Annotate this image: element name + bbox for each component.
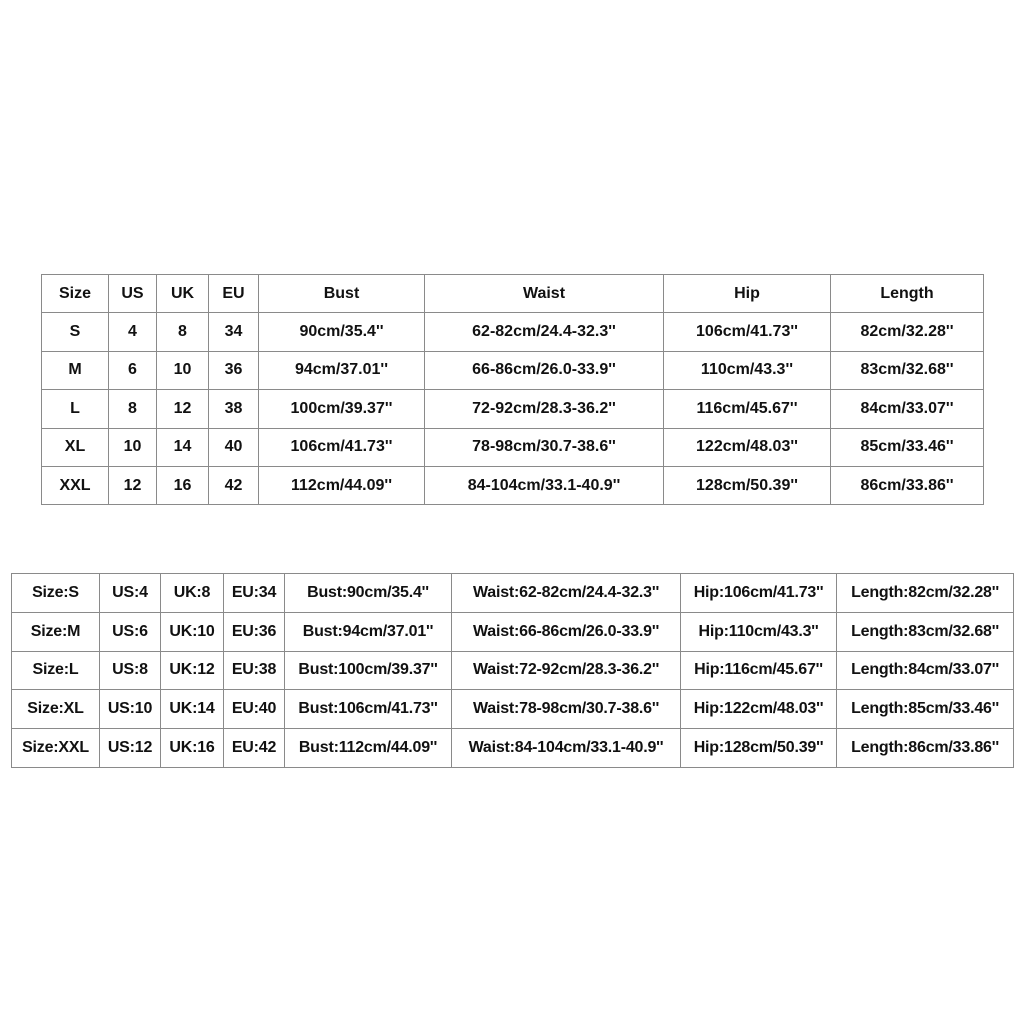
- table-cell: 83cm/32.68'': [831, 351, 984, 389]
- table-cell: EU:36: [224, 612, 285, 651]
- table-cell: 100cm/39.37'': [259, 390, 425, 428]
- table-cell: Bust:100cm/39.37'': [285, 651, 452, 690]
- table-cell: XL: [42, 428, 109, 466]
- table-cell: Length:82cm/32.28'': [837, 574, 1014, 613]
- table-cell: US:4: [100, 574, 161, 613]
- header-us: US: [109, 275, 157, 313]
- size-chart-labeled-table: [11, 573, 1014, 768]
- table-cell: Bust:112cm/44.09'': [285, 729, 452, 768]
- table-cell: 106cm/41.73'': [259, 428, 425, 466]
- table-cell: Hip:128cm/50.39'': [681, 729, 837, 768]
- table-cell: Size:L: [12, 651, 100, 690]
- table-row: [12, 690, 1014, 729]
- table-cell: 14: [157, 428, 209, 466]
- table-cell: Length:85cm/33.46'': [837, 690, 1014, 729]
- table-cell: EU:40: [224, 690, 285, 729]
- table-cell: 38: [209, 390, 259, 428]
- table-row: [12, 729, 1014, 768]
- table-cell: 42: [209, 466, 259, 504]
- table-row: [42, 313, 984, 351]
- table-row: [42, 390, 984, 428]
- header-size: Size: [42, 275, 109, 313]
- table-cell: 4: [109, 313, 157, 351]
- table-cell: UK:16: [161, 729, 224, 768]
- table-cell: Bust:94cm/37.01'': [285, 612, 452, 651]
- table-cell: Waist:84-104cm/33.1-40.9'': [452, 729, 681, 768]
- table-cell: US:10: [100, 690, 161, 729]
- table-cell: Waist:78-98cm/30.7-38.6'': [452, 690, 681, 729]
- table-cell: Hip:116cm/45.67'': [681, 651, 837, 690]
- table-cell: 36: [209, 351, 259, 389]
- table-row: [12, 612, 1014, 651]
- table-cell: 112cm/44.09'': [259, 466, 425, 504]
- table-cell: Length:86cm/33.86'': [837, 729, 1014, 768]
- table-cell: EU:34: [224, 574, 285, 613]
- table-cell: Length:84cm/33.07'': [837, 651, 1014, 690]
- table-cell: 6: [109, 351, 157, 389]
- table-cell: 10: [109, 428, 157, 466]
- size-chart-table: [41, 274, 984, 505]
- table-cell: Size:M: [12, 612, 100, 651]
- table-cell: Hip:110cm/43.3'': [681, 612, 837, 651]
- header-eu: EU: [209, 275, 259, 313]
- table-cell: 12: [157, 390, 209, 428]
- table-cell: S: [42, 313, 109, 351]
- table-cell: US:12: [100, 729, 161, 768]
- table-cell: 84-104cm/33.1-40.9'': [425, 466, 664, 504]
- table-cell: 8: [157, 313, 209, 351]
- table-cell: EU:42: [224, 729, 285, 768]
- table-cell: L: [42, 390, 109, 428]
- header-hip: Hip: [664, 275, 831, 313]
- table-cell: UK:14: [161, 690, 224, 729]
- table-cell: Bust:90cm/35.4'': [285, 574, 452, 613]
- table-cell: 16: [157, 466, 209, 504]
- table-cell: 34: [209, 313, 259, 351]
- table-cell: 90cm/35.4'': [259, 313, 425, 351]
- table-cell: EU:38: [224, 651, 285, 690]
- table-cell: 122cm/48.03'': [664, 428, 831, 466]
- table-row: [12, 651, 1014, 690]
- table-cell: Length:83cm/32.68'': [837, 612, 1014, 651]
- table-cell: 84cm/33.07'': [831, 390, 984, 428]
- table-header-row: [42, 275, 984, 313]
- table-row: [42, 428, 984, 466]
- table-cell: 62-82cm/24.4-32.3'': [425, 313, 664, 351]
- table-cell: Waist:66-86cm/26.0-33.9'': [452, 612, 681, 651]
- table-cell: 110cm/43.3'': [664, 351, 831, 389]
- table-cell: Size:XL: [12, 690, 100, 729]
- table-cell: 10: [157, 351, 209, 389]
- table-cell: Size:S: [12, 574, 100, 613]
- table-cell: Hip:106cm/41.73'': [681, 574, 837, 613]
- table-cell: 12: [109, 466, 157, 504]
- table-cell: 128cm/50.39'': [664, 466, 831, 504]
- table-cell: M: [42, 351, 109, 389]
- table-cell: 40: [209, 428, 259, 466]
- table-row: [42, 466, 984, 504]
- table-cell: XXL: [42, 466, 109, 504]
- table-cell: Bust:106cm/41.73'': [285, 690, 452, 729]
- table-cell: 82cm/32.28'': [831, 313, 984, 351]
- table-cell: 72-92cm/28.3-36.2'': [425, 390, 664, 428]
- table-cell: 86cm/33.86'': [831, 466, 984, 504]
- table-cell: Hip:122cm/48.03'': [681, 690, 837, 729]
- header-waist: Waist: [425, 275, 664, 313]
- table-cell: UK:12: [161, 651, 224, 690]
- table-cell: 94cm/37.01'': [259, 351, 425, 389]
- table-cell: 78-98cm/30.7-38.6'': [425, 428, 664, 466]
- table-cell: 85cm/33.46'': [831, 428, 984, 466]
- table-cell: UK:10: [161, 612, 224, 651]
- table-cell: Size:XXL: [12, 729, 100, 768]
- table-cell: 106cm/41.73'': [664, 313, 831, 351]
- table-row: [12, 574, 1014, 613]
- header-uk: UK: [157, 275, 209, 313]
- header-bust: Bust: [259, 275, 425, 313]
- header-length: Length: [831, 275, 984, 313]
- table-cell: 66-86cm/26.0-33.9'': [425, 351, 664, 389]
- table-row: [42, 351, 984, 389]
- table-cell: Waist:72-92cm/28.3-36.2'': [452, 651, 681, 690]
- table-cell: US:8: [100, 651, 161, 690]
- table-cell: US:6: [100, 612, 161, 651]
- table-cell: 8: [109, 390, 157, 428]
- table-cell: Waist:62-82cm/24.4-32.3'': [452, 574, 681, 613]
- table-cell: 116cm/45.67'': [664, 390, 831, 428]
- table-cell: UK:8: [161, 574, 224, 613]
